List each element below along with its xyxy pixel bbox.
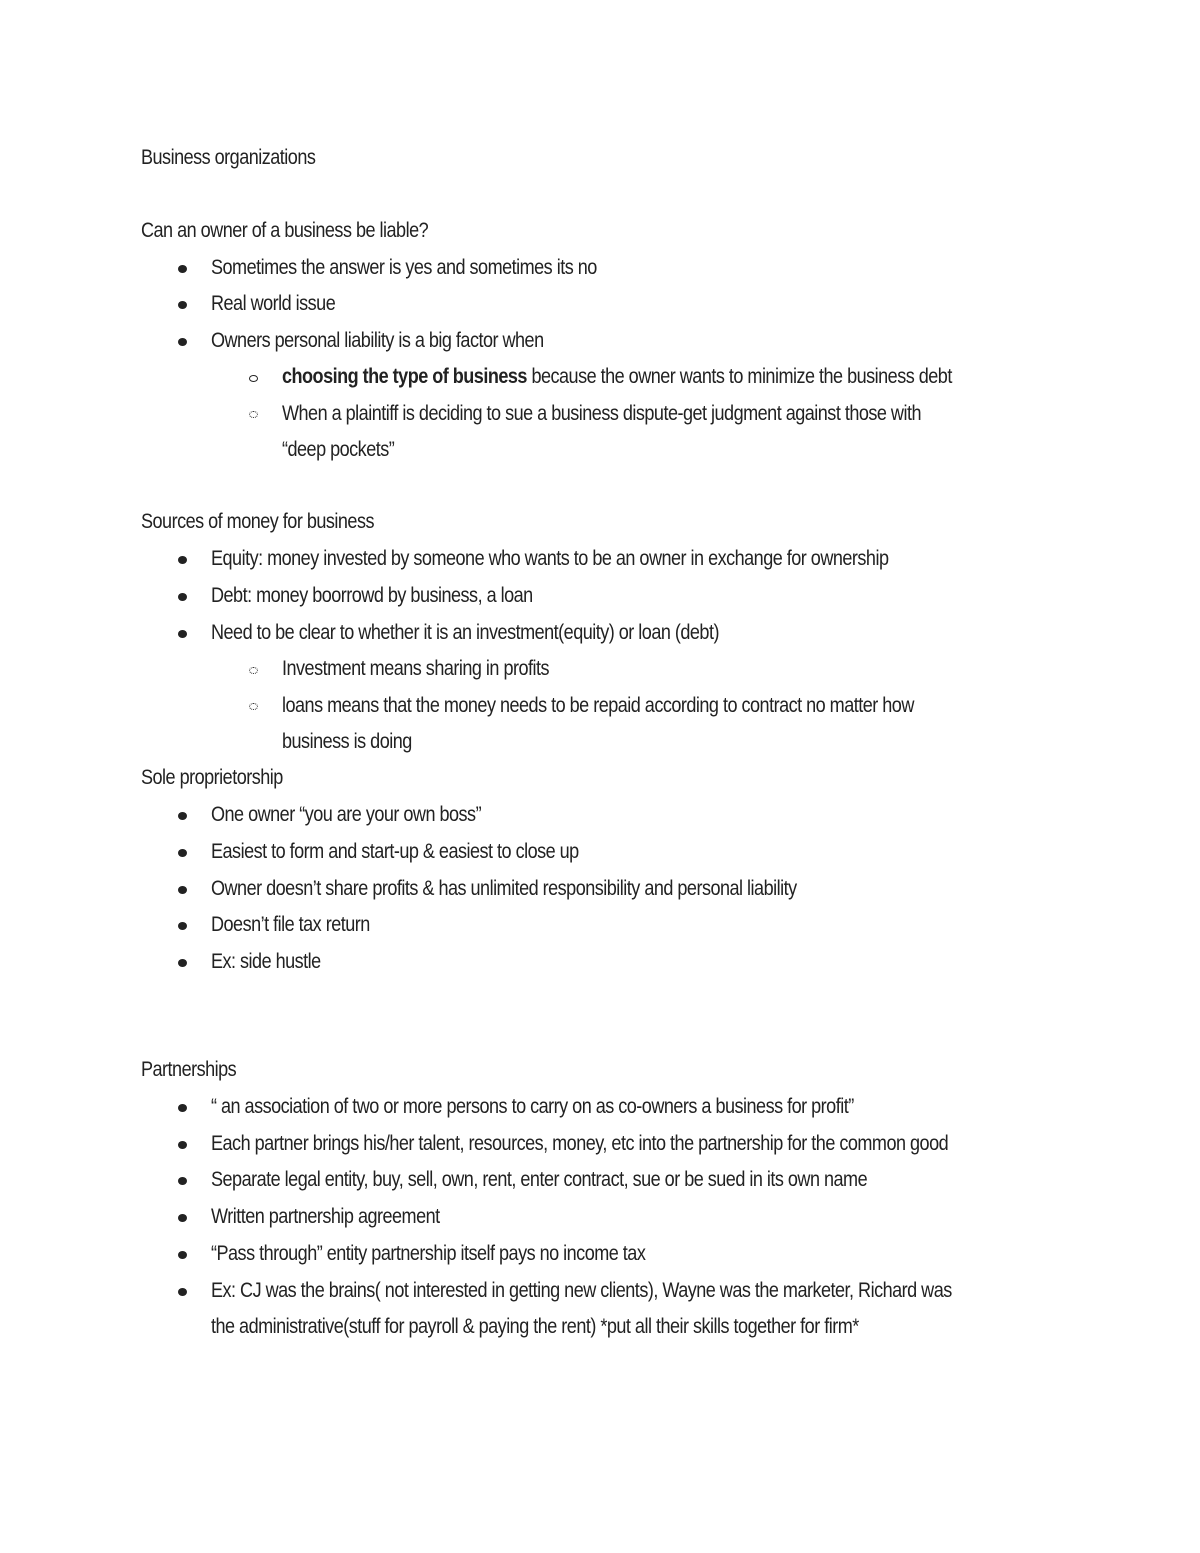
bullet-dot-icon (178, 301, 187, 309)
list-item: Separate legal entity, buy, sell, own, rent, enter contract, sue or be sued in its own name (211, 1168, 868, 1191)
bullet-dot-icon (178, 1251, 187, 1259)
bullet-ring-icon (249, 375, 258, 382)
bullet-dot-icon (178, 849, 187, 857)
sub-list-item: loans means that the money needs to be repaid according to contract no matter how (282, 694, 914, 717)
sub-list-item-continuation: business is doing (282, 730, 412, 753)
sub-list-item: Investment means sharing in profits (282, 657, 550, 680)
document-title: Business organizations (141, 146, 316, 169)
list-item: Equity: money invested by someone who wants to be an owner in exchange for ownership (211, 547, 889, 570)
sub-list-item (282, 364, 952, 390)
list-item: Ex: side hustle (211, 950, 321, 973)
list-item: Real world issue (211, 292, 336, 315)
section-heading: Sole proprietorship (141, 766, 283, 789)
list-item: Need to be clear to whether it is an investment(equity) or loan (debt) (211, 621, 719, 644)
bold-text: choosing the type of business (282, 365, 527, 388)
bullet-dot-icon (178, 593, 187, 601)
bullet-dot-icon (178, 630, 187, 638)
bullet-dot-icon (178, 1141, 187, 1149)
bullet-dot-icon (178, 338, 187, 346)
section-heading: Sources of money for business (141, 510, 374, 533)
bullet-dot-icon (178, 922, 187, 930)
section-heading: Can an owner of a business be liable? (141, 219, 429, 242)
list-item: Easiest to form and start-up & easiest to close up (211, 840, 579, 863)
list-item: Sometimes the answer is yes and sometimes its no (211, 256, 597, 279)
sub-list-item: When a plaintiff is deciding to sue a business dispute-get judgment against those with (282, 402, 921, 425)
list-item: Owner doesn’t share profits & has unlimited responsibility and personal liability (211, 877, 797, 900)
bullet-dot-icon (178, 886, 187, 894)
list-item: Ex: CJ was the brains( not interested in getting new clients), Wayne was the marketer, Richard was (211, 1279, 952, 1302)
bullet-ring-icon (249, 703, 258, 710)
list-item: Debt: money boorrowd by business, a loan (211, 584, 533, 607)
list-item: Doesn’t file tax return (211, 913, 370, 936)
bullet-dot-icon (178, 1288, 187, 1296)
text-span: because the owner wants to minimize the business debt (526, 365, 952, 388)
list-item: Owners personal liability is a big factor when (211, 329, 544, 352)
list-item: Written partnership agreement (211, 1205, 440, 1228)
bullet-ring-icon (249, 411, 258, 418)
bullet-dot-icon (178, 556, 187, 564)
list-item-continuation: the administrative(stuff for payroll & paying the rent) *put all their skills together for firm* (211, 1315, 859, 1338)
bullet-dot-icon (178, 1177, 187, 1185)
section-heading: Partnerships (141, 1058, 237, 1081)
list-item: One owner “you are your own boss” (211, 803, 482, 826)
bullet-dot-icon (178, 1214, 187, 1222)
bullet-dot-icon (178, 812, 187, 820)
list-item: “Pass through” entity partnership itself pays no income tax (211, 1242, 646, 1265)
bullet-dot-icon (178, 1104, 187, 1112)
bullet-dot-icon (178, 959, 187, 967)
sub-list-item-continuation: “deep pockets” (282, 438, 395, 461)
bullet-dot-icon (178, 265, 187, 273)
bullet-ring-icon (249, 667, 258, 674)
list-item: Each partner brings his/her talent, resources, money, etc into the partnership for the common good (211, 1132, 949, 1155)
list-item: “ an association of two or more persons to carry on as co-owners a business for profit” (211, 1095, 854, 1118)
